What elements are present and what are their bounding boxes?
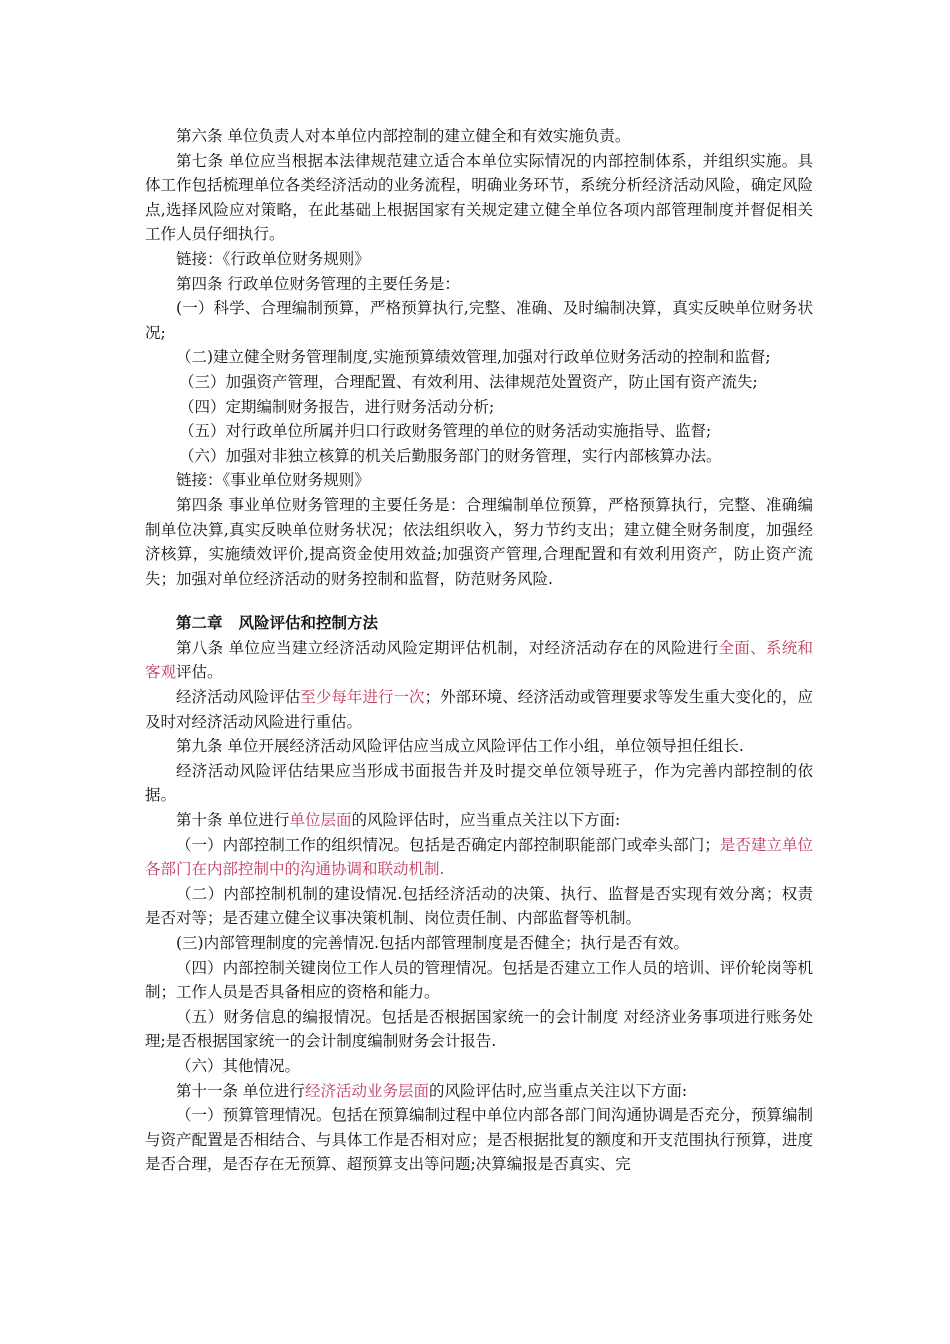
article-10-tail: 的风险评估时，应当重点关注以下方面:	[351, 811, 621, 830]
article-8-highlight: 全面、系统和客观	[145, 638, 813, 682]
article-8	[145, 636, 813, 685]
article-11	[145, 1079, 813, 1104]
link-admin-finance-rules: 链接：《行政单位财务规则》	[176, 249, 370, 268]
admin-task-5: （五）对行政单位所属并归口行政财务管理的单位的财务活动实施指导、监督;	[179, 422, 712, 441]
article-10-item-5: （五）财务信息的编报情况。包括是否根据国家统一的会计制度 对经济业务事项进行账务处理;是否根据国家统一的会计制度编制财务会计报告.	[145, 1007, 813, 1051]
chapter-number: 第二章	[176, 613, 223, 633]
article-11-text: 第十一条 单位进行	[176, 1081, 305, 1100]
institution-article-4: 第四条 事业单位财务管理的主要任务是：合理编制单位预算，严格预算执行，完整、准确编制单位决算,真实反映单位财务状况；依法组织收入，努力节约支出；建立健全财务制度，加强经济核算，实施绩效评价,提高资金使用效益;加强资产管理,合理配置和有效利用资产，防止资产流失；加强对单位经济活动的财务控制和监督，防范财务风险.	[145, 495, 813, 588]
article-10-text: 第十条 单位进行	[176, 811, 290, 830]
article-10-item-1-text: （一）内部控制工作的组织情况。包括是否确定内部控制职能部门或牵头部门；	[176, 835, 720, 854]
admin-article-4: 第四条 行政单位财务管理的主要任务是：	[176, 274, 460, 293]
article-8-frequency-text: 经济活动风险评估	[176, 688, 301, 707]
article-10-item-2: （二）内部控制机制的建设情况.包括经济活动的决策、执行、监督是否实现有效分离；权责是否对等；是否建立健全议事决策机制、岗位责任制、内部监督等机制。	[145, 884, 813, 928]
article-9-report: 经济活动风险评估结果应当形成书面报告并及时提交单位领导班子，作为完善内部控制的依据。	[145, 761, 813, 805]
article-10-highlight: 单位层面	[289, 811, 352, 830]
chapter-title: 风险评估和控制方法	[238, 613, 379, 633]
article-10-item-6: （六）其他情况。	[176, 1056, 301, 1075]
admin-task-6: （六）加强对非独立核算的机关后勤服务部门的财务管理，实行内部核算办法。	[179, 446, 722, 465]
article-9: 第九条 单位开展经济活动风险评估应当成立风险评估工作小组，单位领导担任组长.	[176, 737, 744, 756]
admin-task-1: (一）科学、合理编制预算，严格预算执行,完整、准确、及时编制决算，真实反映单位财务状况;	[145, 299, 813, 342]
article-8-frequency-highlight: 至少每年进行一次	[300, 688, 425, 707]
article-10-item-4: （四）内部控制关键岗位工作人员的管理情况。包括是否建立工作人员的培训、评价轮岗等机制；工作人员是否具备相应的资格和能力。	[145, 958, 813, 1002]
chapter-heading	[145, 611, 813, 636]
article-10-item-1-highlight: 是否建立单位各部门在内部控制中的沟通协调和联动机制.	[145, 835, 813, 879]
article-8-text: 第八条 单位应当建立经济活动风险定期评估机制，对经济活动存在的风险进行	[176, 638, 719, 657]
article-8-frequency	[145, 685, 813, 734]
admin-task-2: （二)建立健全财务管理制度,实施预算绩效管理,加强对行政单位财务活动的控制和监督;	[176, 348, 771, 367]
article-6: 第六条 单位负责人对本单位内部控制的建立健全和有效实施负责。	[176, 127, 631, 145]
link-institution-finance-rules: 链接：《事业单位财务规则》	[176, 471, 370, 490]
article-7: 第七条 单位应当根据本法律规范建立适合本单位实际情况的内部控制体系，并组织实施。具体工作包括梳理单位各类经济活动的业务流程，明确业务环节，系统分析经济活动风险，确定风险点,选择风险应对策略，在此基础上根据国家有关规定建立健全单位各项内部管理制度并督促相关工作人员仔细执行。	[145, 151, 813, 244]
article-11-item-1: （一）预算管理情况。包括在预算编制过程中单位内部各部门间沟通协调是否充分，预算编制与资产配置是否相结合、与具体工作是否相对应；是否根据批复的额度和开支范围执行预算，进度是否合理，是否存在无预算、超预算支出等问题;决算编报是否真实、完	[145, 1106, 813, 1174]
admin-task-4: （四）定期编制财务报告，进行财务活动分析;	[179, 397, 495, 416]
article-10-item-1	[145, 833, 813, 882]
article-10	[145, 808, 813, 833]
document-page	[145, 124, 813, 1177]
article-11-highlight: 经济活动业务层面	[304, 1081, 429, 1100]
article-8-tail: 评估。	[176, 663, 223, 682]
admin-task-3: （三）加强资产管理，合理配置、有效利用、法律规范处置资产，防止国有资产流失;	[179, 372, 758, 391]
article-10-item-3: (三)内部管理制度的完善情况.包括内部管理制度是否健全；执行是否有效。	[176, 934, 690, 952]
article-8-frequency-tail: ；外部环境、经济活动或管理要求等发生重大变化的，应及时对经济活动风险进行重估。	[145, 688, 813, 731]
article-11-tail: 的风险评估时,应当重点关注以下方面:	[428, 1081, 688, 1100]
